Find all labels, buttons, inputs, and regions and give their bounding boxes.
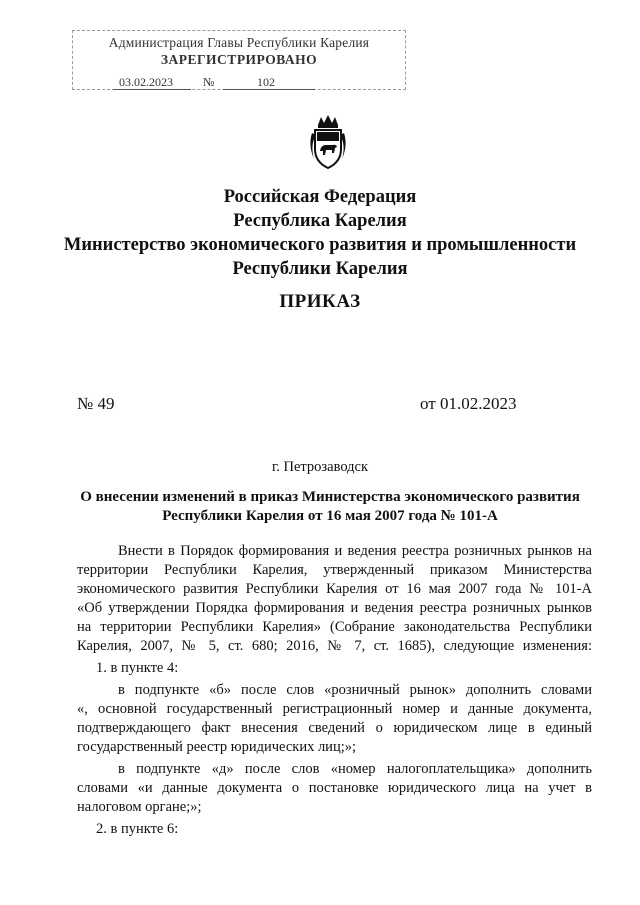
header-republic: Республика Карелия (233, 211, 407, 231)
body-line: подтверждающего факт внесения сведений о юридическом лице в единый (77, 720, 592, 736)
body-line: государственный реестр юридических лиц;»; (77, 739, 357, 755)
body-line: на территории Республики Карелия» (Собрание законодательства Республики (77, 619, 592, 635)
list-item-2: 2. в пункте 6: (96, 821, 179, 837)
stamp-status: ЗАРЕГИСТРИРОВАНО (160, 52, 318, 67)
stamp-number-underline (223, 89, 315, 90)
list-item-1: 1. в пункте 4: (96, 660, 179, 676)
registration-stamp (72, 30, 406, 90)
body-line: Внести в Порядок формирования и ведения реестра розничных рынков на (118, 543, 592, 559)
document-type: ПРИКАЗ (279, 291, 361, 312)
body-line: в подпункте «д» после слов «номер налогоплательщика» дополнить (118, 761, 592, 777)
body-line: словами «и данные документа о постановке юридического лица на учет в (77, 780, 592, 796)
stamp-date: 03.02.2023 (119, 75, 173, 89)
body-line: экономического развития Республики Карелия от 16 мая 2007 года № 101-А (77, 581, 592, 597)
body-line: налоговом органе;»; (77, 799, 202, 815)
stamp-organization: Администрация Главы Республики Карелия (108, 35, 370, 50)
body-line: Карелия, 2007, № 5, ст. 680; 2016, № 7, ст. 1685), следующие изменения: (77, 638, 592, 654)
header-country: Российская Федерация (223, 187, 417, 207)
body-line: «Об утверждении Порядка формирования и ведения реестра розничных рынков (77, 600, 592, 616)
stamp-number: 102 (257, 75, 275, 89)
subject-line-1: О внесении изменений в приказ Министерства экономического развития (80, 489, 580, 505)
karelia-coat-of-arms-icon (306, 115, 350, 171)
city: г. Петрозаводск (271, 459, 369, 475)
subject-line-2: Республики Карелия от 16 мая 2007 года № 101-А (162, 508, 498, 524)
header-ministry: Министерство экономического развития и промышленности (63, 235, 577, 255)
order-number: № 49 (77, 394, 115, 413)
order-date: от 01.02.2023 (420, 394, 517, 413)
body-line: «, основной государственный регистрационный номер и данные документа, (77, 701, 592, 717)
stamp-date-underline (113, 89, 191, 90)
stamp-number-label: № (203, 75, 215, 89)
body-line: территории Республики Карелия, утвержденный приказом Министерства (77, 562, 592, 578)
body-line: в подпункте «б» после слов «розничный рынок» дополнить словами (118, 682, 592, 698)
header-ministry-republic: Республики Карелия (232, 259, 408, 279)
